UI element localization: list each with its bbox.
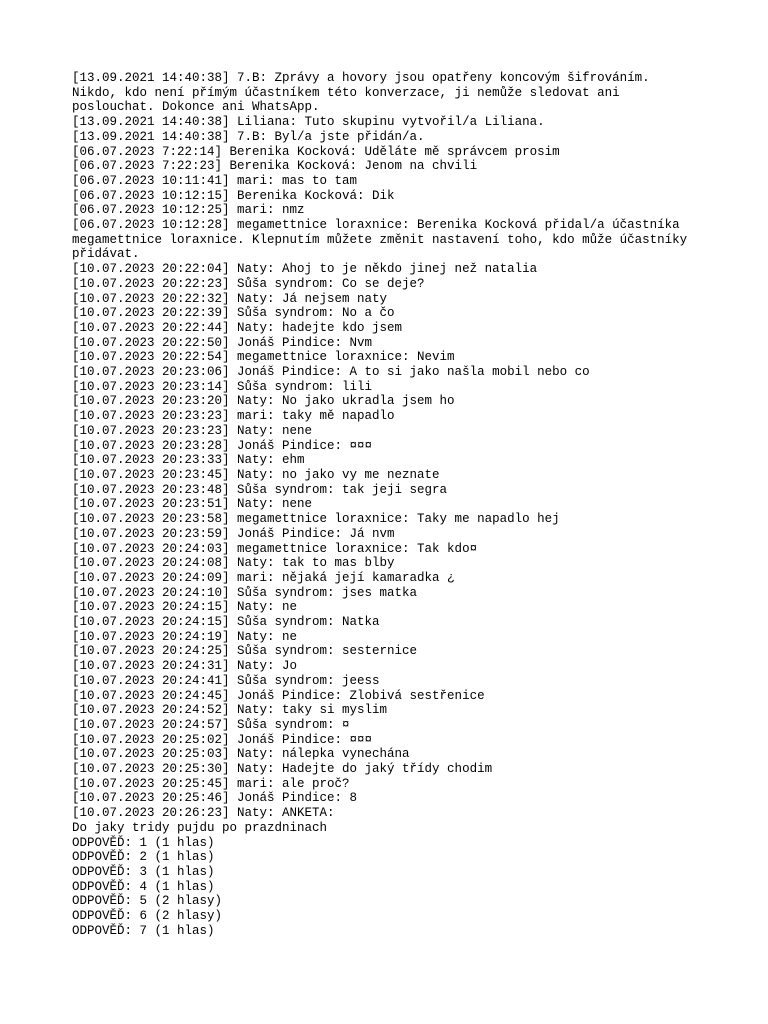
- poll-answer: ODPOVĚĎ: 5 (2 hlasy): [72, 894, 223, 909]
- transcript-line: megamettnice loraxnice. Klepnutím můžete změnit nastavení toho, kdo může účastníky: [72, 232, 688, 247]
- transcript-line: [13.09.2021 14:40:38] 7.B: Zprávy a hovory jsou opatřeny koncovým šifrováním.: [72, 71, 650, 85]
- transcript-line: [10.07.2023 20:23:06] Jonáš Pindice: A to si jako našla mobil nebo co: [72, 365, 590, 380]
- transcript-line: [10.07.2023 20:24:31] Naty: Jo: [72, 659, 298, 674]
- transcript-line: [10.07.2023 20:24:10] Sůša syndrom: jses matka: [72, 585, 418, 600]
- transcript-line: [10.07.2023 20:22:54] megamettnice loraxnice: Nevim: [72, 350, 455, 365]
- transcript-line: [13.09.2021 14:40:38] Liliana: Tuto skupinu vytvořil/a Liliana.: [72, 115, 545, 130]
- transcript-line: [10.07.2023 20:22:44] Naty: hadejte kdo jsem: [72, 320, 403, 335]
- transcript-line: [06.07.2023 10:12:15] Berenika Kocková: Dik: [72, 188, 395, 203]
- transcript-line: [10.07.2023 20:23:51] Naty: nene: [72, 497, 313, 512]
- transcript-line: [10.07.2023 20:24:15] Sůša syndrom: Natka: [72, 615, 380, 630]
- transcript-line: [10.07.2023 20:25:30] Naty: Hadejte do jaký třídy chodim: [72, 762, 493, 777]
- transcript-line: [10.07.2023 20:23:45] Naty: no jako vy me neznate: [72, 467, 440, 482]
- transcript-line: [06.07.2023 10:12:28] megamettnice loraxnice: Berenika Kocková přidal/a účastníka: [72, 218, 680, 233]
- transcript-line: Nikdo, kdo není přímým účastníkem této konverzace, ji nemůže sledovat ani: [72, 85, 620, 100]
- transcript-line: poslouchat. Dokonce ani WhatsApp.: [72, 100, 320, 115]
- poll-question: Do jaky tridy pujdu po prazdninach: [72, 820, 328, 835]
- transcript-line: [10.07.2023 20:24:57] Sůša syndrom: ¤: [72, 717, 350, 732]
- transcript-line: [10.07.2023 20:22:39] Sůša syndrom: No a čo: [72, 306, 395, 321]
- transcript-line: [10.07.2023 20:22:50] Jonáš Pindice: Nvm: [72, 335, 373, 350]
- transcript-line: [06.07.2023 7:22:14] Berenika Kocková: Uděláte mě správcem prosim: [72, 144, 560, 159]
- transcript-line: [10.07.2023 20:24:41] Sůša syndrom: jeess: [72, 673, 380, 688]
- transcript-line: [10.07.2023 20:24:08] Naty: tak to mas blby: [72, 556, 395, 571]
- transcript-line: [10.07.2023 20:22:04] Naty: Ahoj to je někdo jinej než natalia: [72, 262, 538, 277]
- transcript-line: [10.07.2023 20:25:03] Naty: nálepka vynechána: [72, 747, 410, 762]
- transcript-line: [10.07.2023 20:23:59] Jonáš Pindice: Já nvm: [72, 526, 395, 541]
- transcript-line: přidávat.: [72, 247, 140, 262]
- transcript-line: [10.07.2023 20:24:09] mari: nějaká její kamaradka ¿: [72, 570, 455, 585]
- transcript-line: [10.07.2023 20:24:15] Naty: ne: [72, 600, 298, 615]
- transcript-line: [10.07.2023 20:23:23] mari: taky mě napadlo: [72, 409, 395, 424]
- transcript-line: [10.07.2023 20:23:48] Sůša syndrom: tak jeji segra: [72, 482, 448, 497]
- transcript-line: [10.07.2023 20:24:52] Naty: taky si myslim: [72, 703, 388, 718]
- poll-answer: ODPOVĚĎ: 2 (1 hlas): [72, 850, 215, 865]
- poll-answer: ODPOVĚĎ: 7 (1 hlas): [72, 923, 215, 938]
- transcript-line: [10.07.2023 20:25:45] mari: ale proč?: [72, 776, 350, 791]
- transcript-line: [10.07.2023 20:23:23] Naty: nene: [72, 423, 313, 438]
- poll-answer: ODPOVĚĎ: 3 (1 hlas): [72, 864, 215, 879]
- transcript-line: [10.07.2023 20:22:32] Naty: Já nejsem naty: [72, 291, 388, 306]
- transcript-line: [10.07.2023 20:24:03] megamettnice loraxnice: Tak kdo¤: [72, 541, 478, 556]
- transcript-line: [10.07.2023 20:23:14] Sůša syndrom: lili: [72, 379, 373, 394]
- transcript-line: [10.07.2023 20:24:45] Jonáš Pindice: Zlobivá sestřenice: [72, 688, 485, 703]
- transcript-line: [06.07.2023 10:12:25] mari: nmz: [72, 203, 305, 218]
- chat-transcript: [72, 71, 702, 938]
- transcript-line: [10.07.2023 20:24:19] Naty: ne: [72, 629, 298, 644]
- transcript-line: [10.07.2023 20:22:23] Sůša syndrom: Co se deje?: [72, 276, 425, 291]
- transcript-line: [06.07.2023 7:22:23] Berenika Kocková: Jenom na chvili: [72, 159, 478, 174]
- poll-answer: ODPOVĚĎ: 4 (1 hlas): [72, 879, 215, 894]
- transcript-line: [10.07.2023 20:23:33] Naty: ehm: [72, 453, 305, 468]
- transcript-line: [10.07.2023 20:25:46] Jonáš Pindice: 8: [72, 791, 358, 806]
- poll-answer: ODPOVĚĎ: 6 (2 hlasy): [72, 909, 223, 924]
- transcript-line: [10.07.2023 20:24:25] Sůša syndrom: sesternice: [72, 644, 418, 659]
- transcript-line: [10.07.2023 20:23:20] Naty: No jako ukradla jsem ho: [72, 394, 455, 409]
- transcript-line: [10.07.2023 20:25:02] Jonáš Pindice: ¤¤¤: [72, 732, 373, 747]
- transcript-line: [06.07.2023 10:11:41] mari: mas to tam: [72, 173, 358, 188]
- transcript-line: [10.07.2023 20:23:58] megamettnice loraxnice: Taky me napadlo hej: [72, 512, 560, 527]
- transcript-line: [10.07.2023 20:26:23] Naty: ANKETA:: [72, 806, 335, 821]
- transcript-line: [13.09.2021 14:40:38] 7.B: Byl/a jste přidán/a.: [72, 129, 425, 144]
- poll-answer: ODPOVĚĎ: 1 (1 hlas): [72, 835, 215, 850]
- transcript-line: [10.07.2023 20:23:28] Jonáš Pindice: ¤¤¤: [72, 438, 373, 453]
